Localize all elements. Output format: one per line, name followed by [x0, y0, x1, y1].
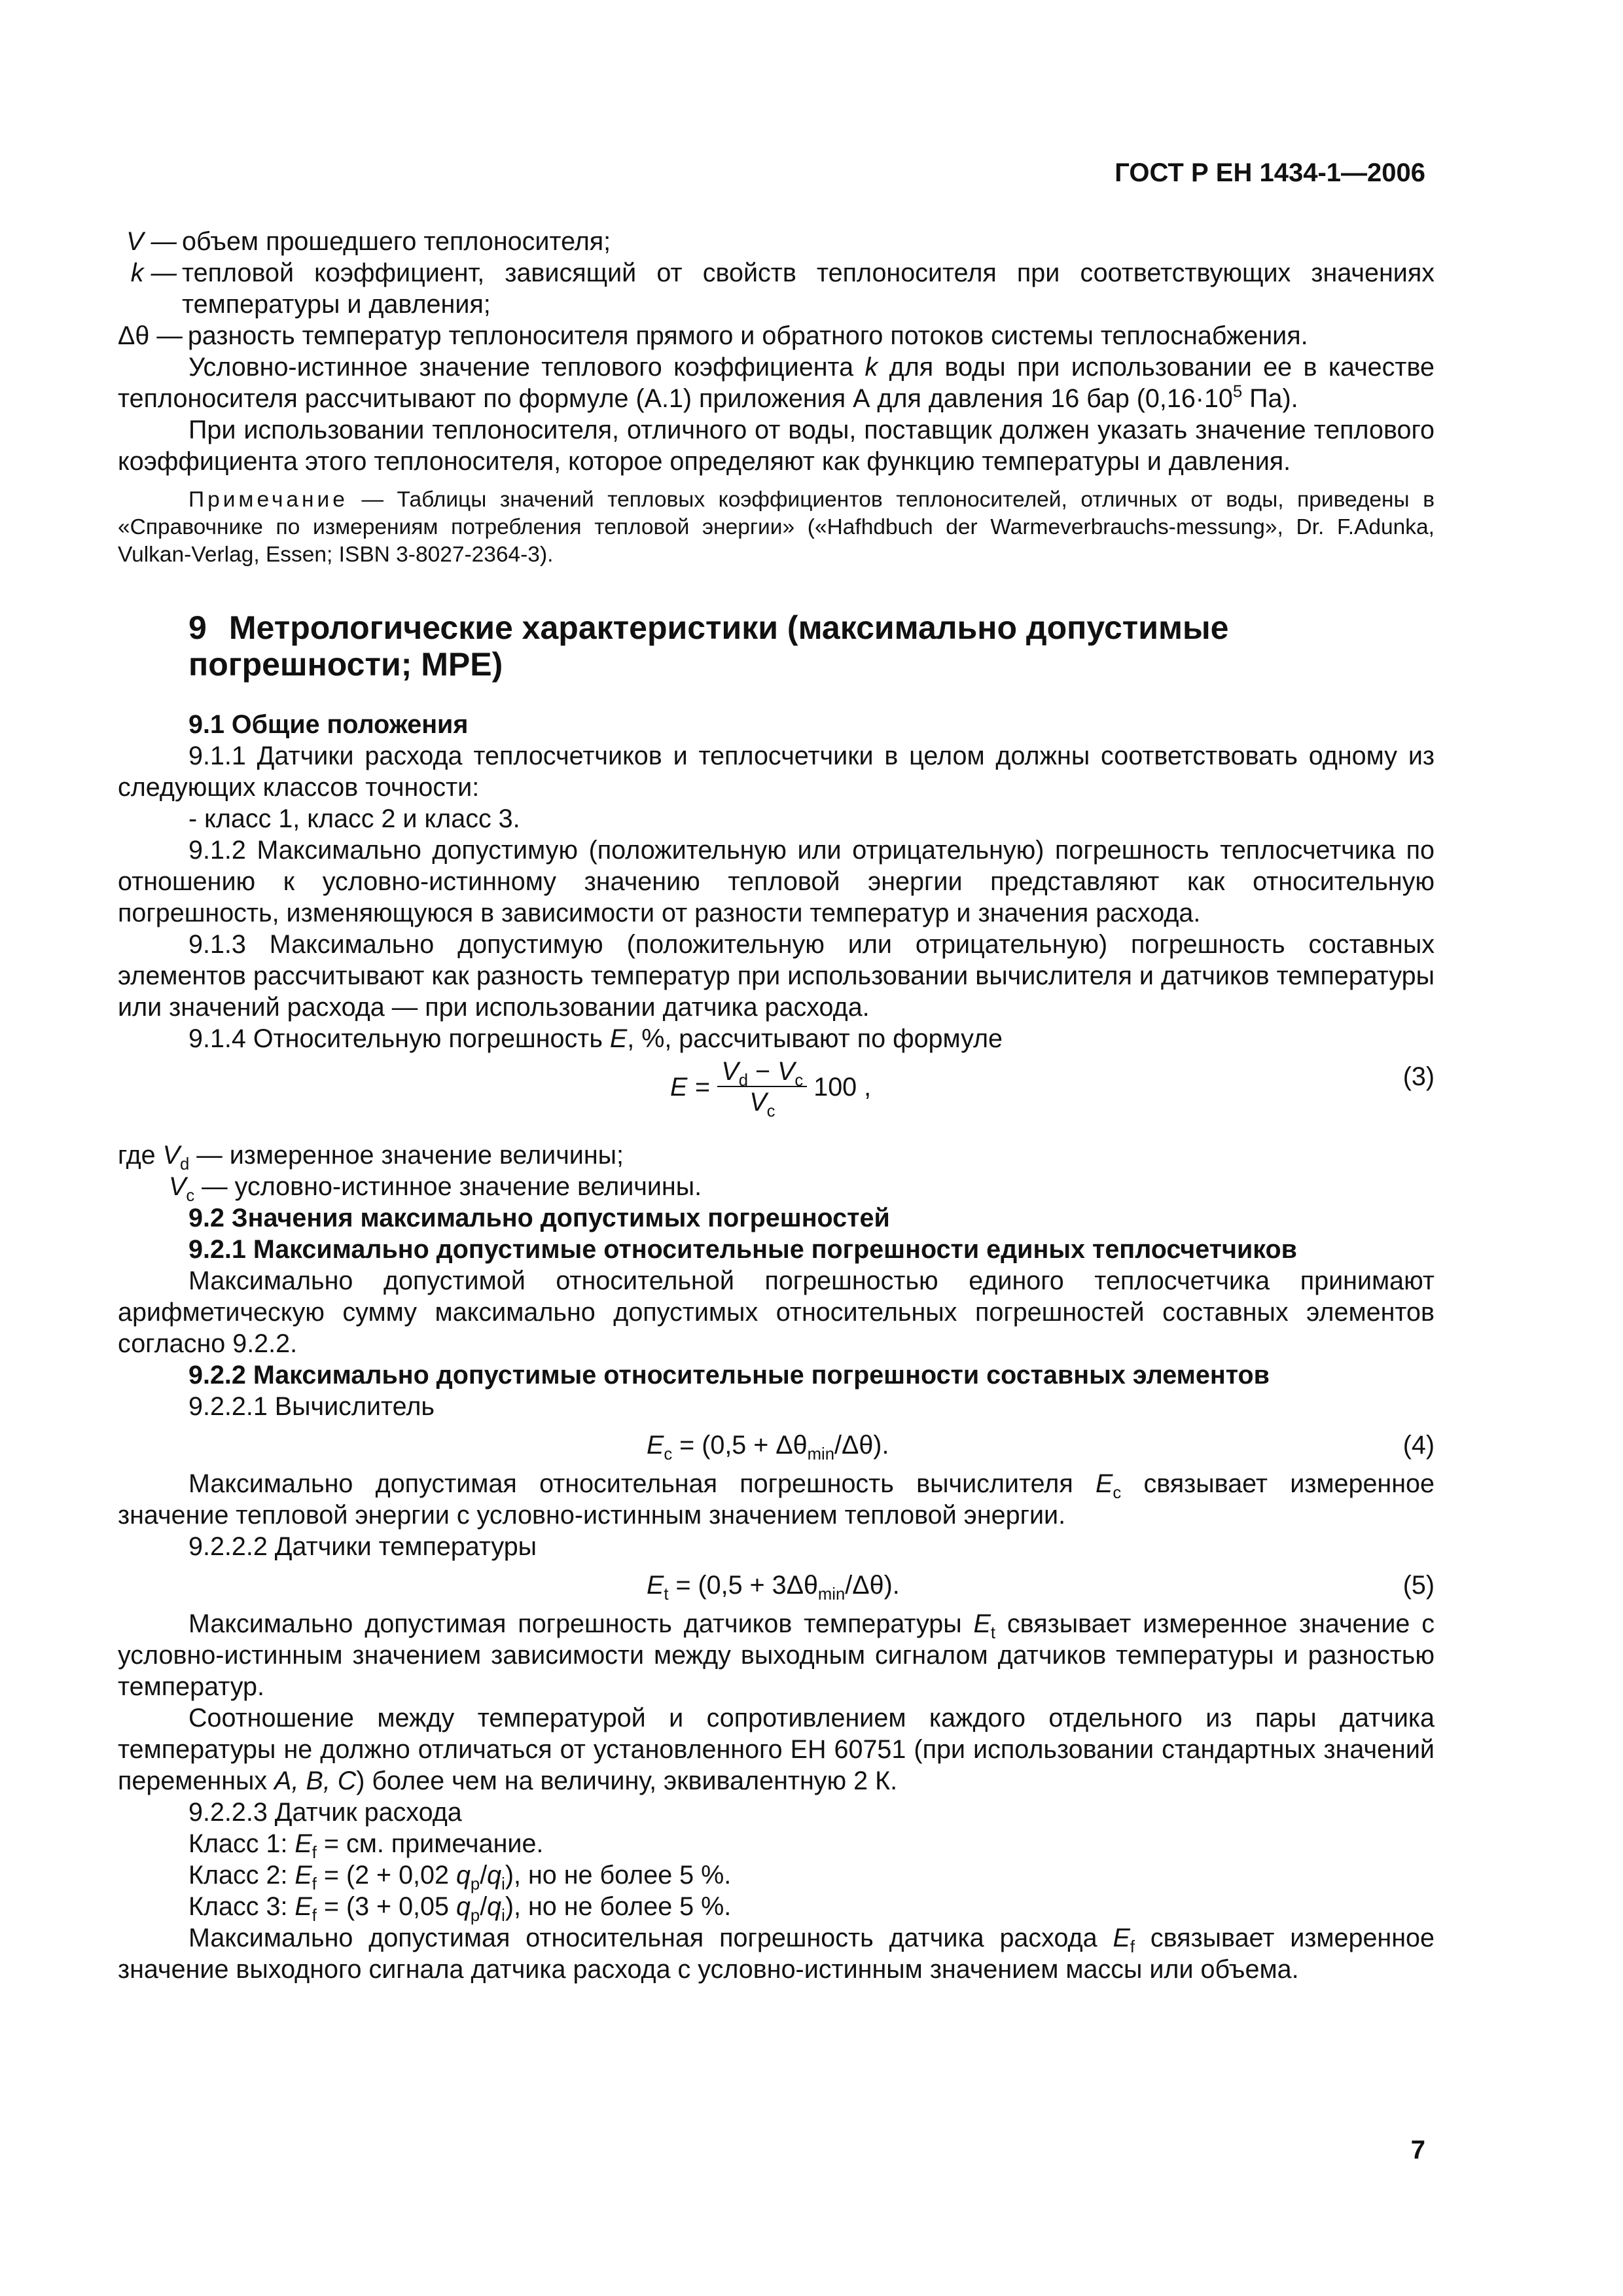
paragraph-9-2-2-3: Максимально допустимая относительная погрешность датчика расхода $E_f$ связывает измеренное значение выходного сигнала датчика расхода с условно-истинным значением массы или объема.	[118, 1924, 1435, 1984]
definition-symbol: k —	[130, 259, 177, 287]
paragraph-9-2-2-2-resistance: Соотношение между температурой и сопротивлением каждого отдельного из пары датчика температуры не должно отличаться от установленного ЕН 60751 (при использовании стандартных значений переменных А, В, С) более чем на величину, эквивалентную 2 К.	[118, 1704, 1435, 1795]
definition-row	[118, 257, 1435, 320]
subsection-heading-9-1: 9.1 Общие положения	[188, 710, 469, 739]
definition-text: объем прошедшего теплоносителя;	[182, 227, 611, 256]
standard-designation: ГОСТ Р ЕН 1434-1—2006	[1115, 158, 1425, 187]
paragraph-9-2-2-1: Максимально допустимая относительная погрешность вычислителя $E_c$ связывает измеренное значение тепловой энергии с условно-истинным значением тепловой энергии.	[118, 1469, 1435, 1530]
item-9-2-2-3: 9.2.2.3 Датчик расхода	[188, 1798, 462, 1827]
equation-5: $E_t = (0,5 + 3\Delta\theta_{min}/\Delta\theta)$. (5)	[118, 1562, 1435, 1608]
equation-number: (5)	[1402, 1571, 1435, 1600]
where-line-1: где $V_d$ — измеренное значение величины;	[118, 1141, 624, 1174]
paragraph-9-1-3: 9.1.3 Максимально допустимую (положительную или отрицательную) погрешность составных элементов рассчитывают как разность температур при использовании вычислителя и датчиков температуры или значений расхода — при использовании датчика расхода.	[118, 930, 1435, 1022]
equation-number: (3)	[1402, 1062, 1435, 1091]
definition-symbol: Δθ —	[118, 321, 183, 350]
definition-row	[118, 320, 1435, 351]
paragraph-9-2-1: Максимально допустимой относительной погрешностью единого теплосчетчика принимают арифметическую сумму максимально допустимых относительных погрешностей составных элементов согласно 9.2.2.	[118, 1266, 1435, 1358]
equation-rhs: 100 ,	[813, 1073, 872, 1102]
item-9-2-2-1: 9.2.2.1 Вычислитель	[188, 1392, 435, 1421]
subsection-heading-9-2-2: 9.2.2 Максимально допустимые относительные погрешности составных элементов	[188, 1361, 1270, 1390]
flow-class-1: Класс 1: $E_f$ = см. примечание.	[188, 1829, 544, 1862]
paragraph-9-1-1: 9.1.1 Датчики расхода теплосчетчиков и теплосчетчики в целом должны соответствовать одному из следующих классов точности:	[118, 742, 1435, 802]
paragraph-coefficient: Условно-истинное значение теплового коэффициента k для воды при использовании ее в качестве теплоносителя рассчитывают по формуле (А.1) приложения А для давления 16 бар ($0,16\cdot 10^5$ Па).	[118, 353, 1435, 413]
fraction-denominator: $V_c$	[749, 1088, 776, 1121]
subsection-heading-9-2: 9.2 Значения максимально допустимых погрешностей	[188, 1204, 890, 1232]
flow-class-2: Класс 2: $E_f = (2 + 0,02$ $q_p/q_i$), но не более 5 %.	[188, 1861, 732, 1893]
accuracy-classes: - класс 1, класс 2 и класс 3.	[188, 804, 520, 833]
equation-4: $E_c = (0,5 + \Delta\theta_{min}/\Delta\theta)$. (4)	[118, 1422, 1435, 1468]
definition-row	[118, 226, 1435, 257]
flow-class-3: Класс 3: $E_f = (3 + 0,05$ $q_p/q_i$), но не более 5 %.	[188, 1892, 732, 1925]
equation-fraction	[717, 1057, 807, 1121]
fraction-numerator: $V_d - V_c$	[717, 1057, 807, 1087]
item-9-2-2-2: 9.2.2.2 Датчики температуры	[188, 1532, 537, 1561]
definitions-list	[118, 226, 1435, 351]
page-number: 7	[1410, 2136, 1425, 2164]
definition-text: тепловой коэффициент, зависящий от свойств теплоносителя при соответствующих значениях температуры и давления;	[182, 259, 1435, 319]
paragraph-9-1-4: 9.1.4 Относительную погрешность E, %, рассчитывают по формуле	[188, 1024, 1003, 1053]
paragraph-9-1-2: 9.1.2 Максимально допустимую (положительную или отрицательную) погрешность теплосчетчика по отношению к условно-истинному значению тепловой энергии представляют как относительную погрешность, изменяющуюся в зависимости от разности температур и значения расхода.	[118, 836, 1435, 927]
definition-text: разность температур теплоносителя прямого и обратного потоков системы теплоснабжения.	[187, 321, 1308, 350]
equation-3	[118, 1054, 1435, 1139]
definition-symbol: V —	[126, 227, 177, 256]
equation-number: (4)	[1402, 1431, 1435, 1460]
equation-lhs: E =	[670, 1073, 710, 1102]
note-label: Примечание	[188, 488, 348, 512]
section-heading: 9 Метрологические характеристики (максимально допустимые погрешности; МРЕ)	[188, 609, 1229, 683]
page-content	[118, 226, 1435, 1985]
paragraph-other-fluid: При использовании теплоносителя, отличного от воды, поставщик должен указать значение теплового коэффициента этого теплоносителя, которое определяют как функцию температуры и давления.	[118, 416, 1435, 476]
paragraph-9-2-2-2: Максимально допустимая погрешность датчиков температуры $E_t$ связывает измеренное значение с условно-истинным значением зависимости между выходным сигналом датчиков температуры и разностью температур.	[118, 1609, 1435, 1701]
note-paragraph: Примечание — Таблицы значений тепловых коэффициентов теплоносителей, отличных от воды, приведены в «Справочнике по измерениям потребления тепловой энергии» («Hafhdbuch der Warmeverbrauchs-messung», Dr. F.Adunka, Vulkan-Verlag, Essen; ISBN 3-8027-2364-3).	[118, 488, 1435, 567]
subsection-heading-9-2-1: 9.2.1 Максимально допустимые относительные погрешности единых теплосчетчиков	[188, 1235, 1297, 1264]
where-line-2: $V_c$ — условно-истинное значение величины.	[169, 1172, 702, 1205]
